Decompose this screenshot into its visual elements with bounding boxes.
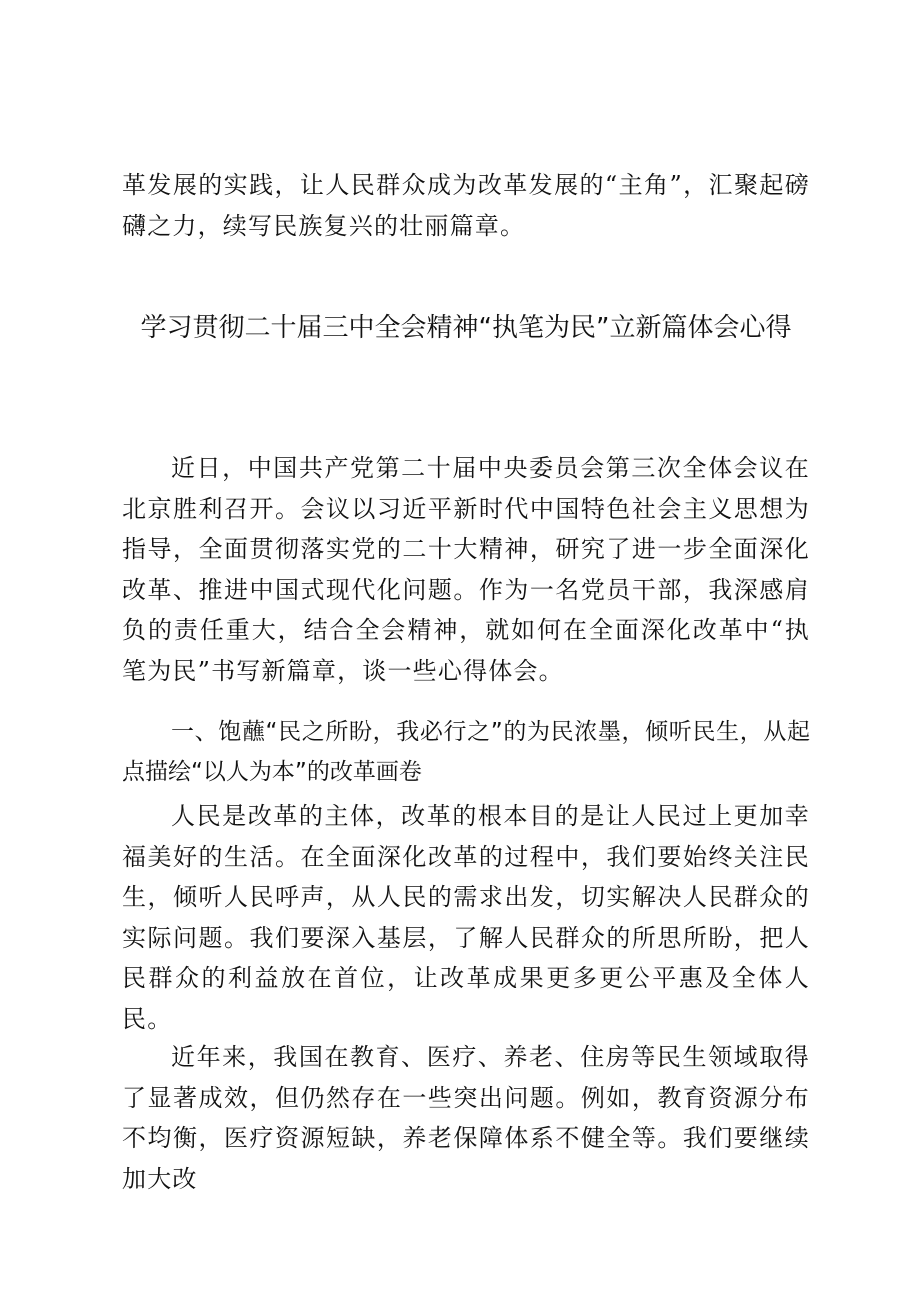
section-heading-1: 一、饱蘸“民之所盼，我必行之”的为民浓墨，倾听民生，从起点描绘“以人为本”的改革画卷 (122, 719, 810, 785)
intro-paragraph: 近日，中国共产党第二十届中央委员会第三次全体会议在北京胜利召开。会议以习近平新时代中国特色社会主义思想为指导，全面贯彻落实党的二十大精神，研究了进一步全面深化改革、推进中国式现代化问题。作为一名党员干部，我深感肩负的责任重大，结合全会精神，就如何在全面深化改革中“执笔为民”书写新篇章，谈一些心得体会。 (122, 454, 810, 685)
article-title: 学习贯彻二十届三中全会精神“执笔为民”立新篇体会心得 (140, 313, 792, 343)
section1-paragraph-2: 近年来，我国在教育、医疗、养老、住房等民生领域取得了显著成效，但仍然存在一些突出问题。例如，教育资源分布不均衡，医疗资源短缺，养老保障体系不健全等。我们要继续加大改 (122, 1043, 810, 1193)
section1-paragraph-1: 人民是改革的主体，改革的根本目的是让人民过上更加幸福美好的生活。在全面深化改革的过程中，我们要始终关注民生，倾听人民呼声，从人民的需求出发，切实解决人民群众的实际问题。我们要深入基层，了解人民群众的所思所盼，把人民群众的利益放在首位，让改革成果更多更公平惠及全体人民。 (122, 802, 810, 1033)
continuation-paragraph: 革发展的实践，让人民群众成为改革发展的“主角”，汇聚起磅礴之力，续写民族复兴的壮丽篇章。 (122, 171, 810, 240)
